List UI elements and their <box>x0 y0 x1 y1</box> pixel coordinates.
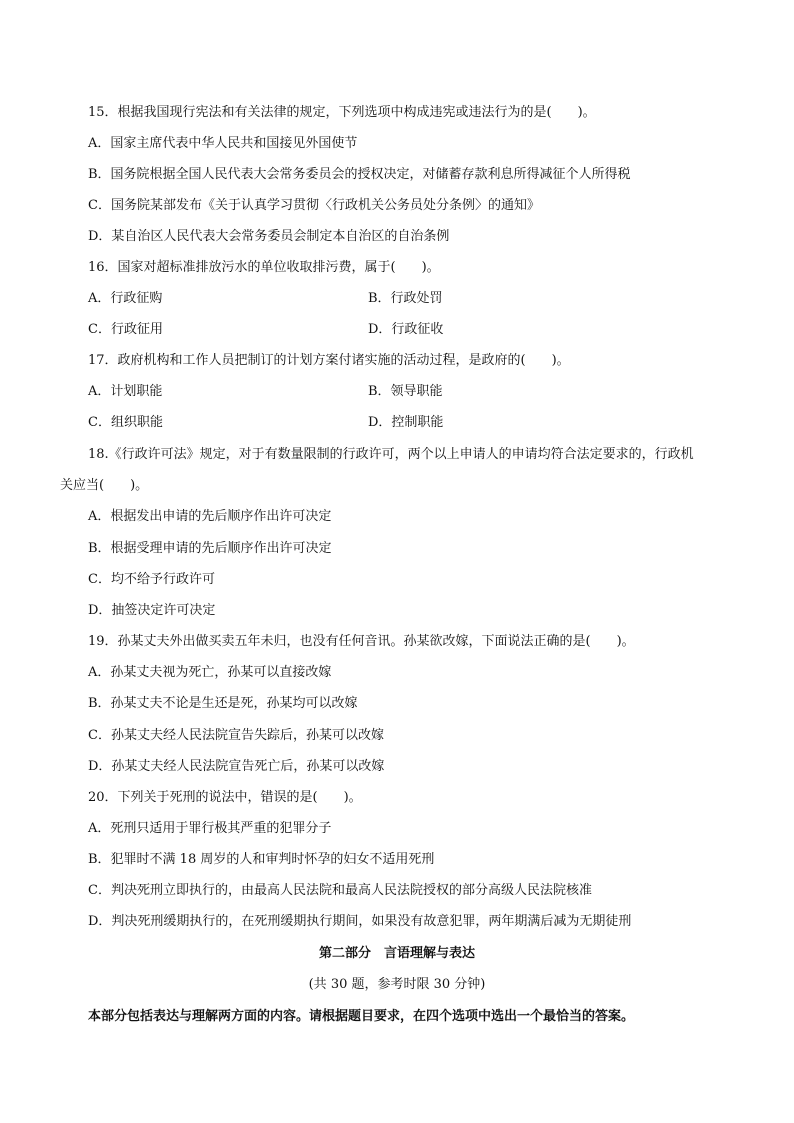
question-18-option-d: D．抽签决定许可决定 <box>88 603 216 618</box>
question-20-option-a: A．死刑只适用于罪行极其严重的犯罪分子 <box>88 821 332 836</box>
question-17-option-b: B．领导职能 <box>368 384 443 399</box>
question-16-option-c: C．行政征用 <box>88 322 163 337</box>
section-title: 第二部分 言语理解与表达 <box>318 946 475 961</box>
question-20-option-c: C．判决死刑立即执行的，由最高人民法院和最高人民法院授权的部分高级人民法院核准 <box>88 883 592 898</box>
question-19-option-c: C．孙某丈夫经人民法院宣告失踪后，孙某可以改嫁 <box>88 728 384 743</box>
question-15-option-a: A．国家主席代表中华人民共和国接见外国使节 <box>88 136 358 151</box>
question-15-option-b: B．国务院根据全国人民代表大会常务委员会的授权决定，对储蓄存款利息所得减征个人所得税 <box>88 167 631 182</box>
question-15-option-c: C．国务院某部发布《关于认真学习贯彻〈行政机关公务员处分条例〉的通知》 <box>88 198 540 213</box>
question-19-option-d: D．孙某丈夫经人民法院宣告死亡后，孙某可以改嫁 <box>88 759 385 774</box>
question-20-option-d: D．判决死刑缓期执行的，在死刑缓期执行期间，如果没有故意犯罪，两年期满后减为无期徒刑 <box>88 914 632 929</box>
question-18-stem-line-1: 18.《行政许可法》规定，对于有数量限制的行政许可，两个以上申请人的申请均符合法定要求的，行政机 <box>88 447 694 462</box>
question-16-option-b: B．行政处罚 <box>368 291 443 306</box>
question-18-option-b: B．根据受理申请的先后顺序作出许可决定 <box>88 541 332 556</box>
question-18-option-c: C．均不给予行政许可 <box>88 572 215 587</box>
question-18-stem-line-2: 关应当( )。 <box>60 478 149 493</box>
question-16-stem: 16．国家对超标准排放污水的单位收取排污费，属于( )。 <box>88 260 440 275</box>
question-17-stem: 17．政府机构和工作人员把制订的计划方案付诸实施的活动过程，是政府的( )。 <box>88 353 570 368</box>
question-20-option-b: B．犯罪时不满 18 周岁的人和审判时怀孕的妇女不适用死刑 <box>88 852 435 867</box>
question-19-option-a: A．孙某丈夫视为死亡，孙某可以直接改嫁 <box>88 665 332 680</box>
question-19-option-b: B．孙某丈夫不论是生还是死，孙某均可以改嫁 <box>88 696 358 711</box>
question-20-stem: 20．下列关于死刑的说法中，错误的是( )。 <box>88 790 362 805</box>
question-16-option-d: D．行政征收 <box>368 322 444 337</box>
question-15-stem: 15．根据我国现行宪法和有关法律的规定，下列选项中构成违宪或违法行为的是( )。 <box>88 105 596 120</box>
question-16-option-a: A．行政征购 <box>88 291 163 306</box>
section-subtitle: (共 30 题，参考时限 30 分钟) <box>308 977 486 992</box>
section-instruction: 本部分包括表达与理解两方面的内容。请根据题目要求，在四个选项中选出一个最恰当的答案。 <box>88 1009 635 1024</box>
question-17-option-a: A．计划职能 <box>88 384 163 399</box>
question-15-option-d: D．某自治区人民代表大会常务委员会制定本自治区的自治条例 <box>88 229 450 244</box>
question-17-option-c: C．组织职能 <box>88 415 163 430</box>
question-18-option-a: A．根据发出申请的先后顺序作出许可决定 <box>88 509 332 524</box>
question-19-stem: 19．孙某丈夫外出做买卖五年未归，也没有任何音讯。孙某欲改嫁，下面说法正确的是( )。 <box>88 634 635 649</box>
question-17-option-d: D．控制职能 <box>368 415 444 430</box>
